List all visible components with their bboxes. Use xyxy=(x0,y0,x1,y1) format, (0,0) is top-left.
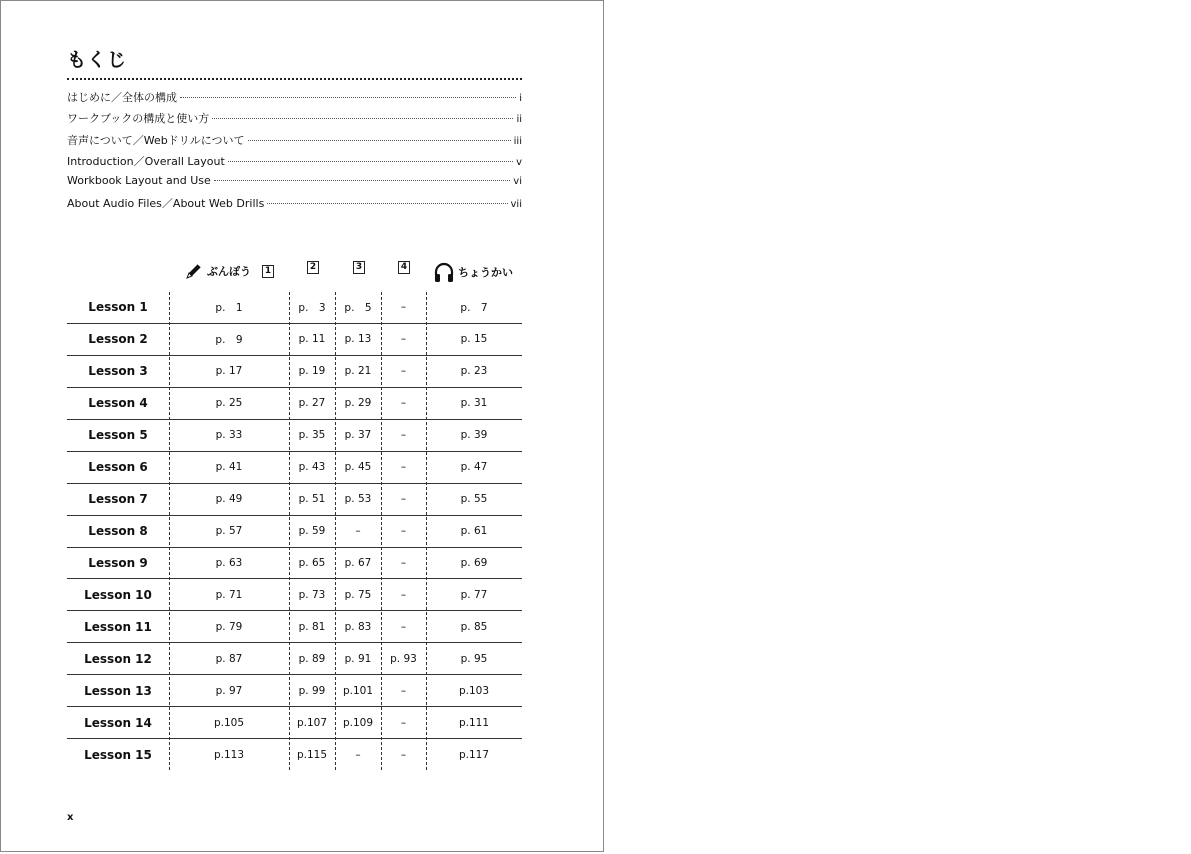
toc-item-label: Workbook Layout and Use xyxy=(67,174,211,188)
toc-item-page: vi xyxy=(513,176,522,188)
grammar-4-cell: – xyxy=(400,301,407,314)
grammar-3-cell: p. 29 xyxy=(344,397,372,410)
lesson-cell: Lesson 7 xyxy=(88,492,148,507)
grammar-2-cell: p.115 xyxy=(296,748,328,761)
grammar-3-cell: p.109 xyxy=(342,716,374,729)
toc-item-label: Introduction／Overall Layout xyxy=(67,154,225,168)
listening-cell: p.111 xyxy=(458,716,490,729)
toc-item[interactable] xyxy=(67,110,522,131)
grammar-4-cell: – xyxy=(400,684,407,697)
column-3-header xyxy=(353,261,365,274)
listening-cell: p. 95 xyxy=(460,652,488,665)
grammar-1-cell: p. 49 xyxy=(215,493,243,506)
table-row xyxy=(67,675,522,707)
column-divider xyxy=(426,292,427,770)
grammar-2-cell: p. 73 xyxy=(298,588,326,601)
listening-cell: p. 23 xyxy=(460,365,488,378)
toc-leader xyxy=(267,203,507,204)
grammar-2-cell: p. 99 xyxy=(298,684,326,697)
column-3-label: 3 xyxy=(353,261,365,274)
grammar-3-cell: – xyxy=(355,748,361,761)
listening-cell: p. 31 xyxy=(460,397,488,410)
toc-item-page: v xyxy=(516,156,522,168)
grammar-3-cell: p. 21 xyxy=(344,365,372,378)
grammar-4-cell: p. 93 xyxy=(390,652,417,665)
grammar-4-cell: – xyxy=(400,716,407,729)
grammar-2-cell: p. 51 xyxy=(298,493,326,506)
grammar-1-cell: p.105 xyxy=(213,716,245,729)
grammar-3-cell: p. 75 xyxy=(344,588,372,601)
page-title: もくじ xyxy=(67,49,128,71)
lesson-table xyxy=(67,292,522,770)
grammar-3-cell: p. 5 xyxy=(344,301,372,314)
grammar-3-cell: p. 83 xyxy=(344,620,372,633)
grammar-2-cell: p.107 xyxy=(296,716,328,729)
column-divider xyxy=(335,292,336,770)
grammar-4-cell: – xyxy=(400,429,407,442)
toc-item[interactable] xyxy=(67,89,522,110)
toc-list xyxy=(67,89,522,217)
listening-label: ちょうかい xyxy=(458,266,513,279)
lesson-cell: Lesson 12 xyxy=(84,651,152,666)
toc-leader xyxy=(214,180,511,181)
toc-item-label: About Audio Files／About Web Drills xyxy=(67,197,265,211)
toc-item[interactable] xyxy=(67,174,522,195)
table-row xyxy=(67,484,522,516)
title-divider xyxy=(67,78,522,80)
grammar-2-cell: p. 89 xyxy=(298,652,326,665)
toc-item-label: ワークブックの構成と使い方 xyxy=(67,112,210,126)
table-row xyxy=(67,516,522,548)
grammar-1-cell: p. 63 xyxy=(215,556,243,569)
grammar-1-cell: p. 41 xyxy=(215,461,243,474)
lesson-cell: Lesson 11 xyxy=(84,619,152,634)
grammar-3-cell: p. 67 xyxy=(344,556,372,569)
grammar-2-cell: p. 11 xyxy=(298,333,326,346)
grammar-1-cell: p. 33 xyxy=(215,429,243,442)
grammar-4-cell: – xyxy=(400,365,407,378)
grammar-3-cell: p. 53 xyxy=(344,493,372,506)
toc-item-page: i xyxy=(519,93,522,104)
grammar-4-cell: – xyxy=(400,397,407,410)
table-row xyxy=(67,292,522,324)
pencil-icon xyxy=(184,261,204,281)
lesson-cell: Lesson 1 xyxy=(88,300,148,315)
table-row xyxy=(67,643,522,675)
grammar-label: ぶんぽう xyxy=(207,265,251,278)
grammar-3-cell: p.101 xyxy=(342,684,374,697)
grammar-1-cell: p. 87 xyxy=(215,652,243,665)
listening-cell: p.103 xyxy=(458,684,490,697)
listening-cell: p. 77 xyxy=(460,588,488,601)
grammar-1-cell: p. 97 xyxy=(215,684,243,697)
column-2-label: 2 xyxy=(307,261,319,274)
lesson-cell: Lesson 6 xyxy=(88,460,148,475)
lesson-cell: Lesson 13 xyxy=(84,683,152,698)
grammar-2-cell: p. 43 xyxy=(298,461,326,474)
listening-cell: p. 7 xyxy=(460,301,488,314)
table-row xyxy=(67,356,522,388)
lesson-cell: Lesson 5 xyxy=(88,428,148,443)
grammar-3-cell: p. 91 xyxy=(344,652,372,665)
toc-item-label: 音声について／Webドリルについて xyxy=(67,133,245,147)
toc-leader xyxy=(212,118,513,119)
table-row xyxy=(67,548,522,580)
toc-item-page: iii xyxy=(513,135,522,147)
listening-cell: p. 47 xyxy=(460,461,488,474)
grammar-2-cell: p. 27 xyxy=(298,397,326,410)
grammar-4-cell: – xyxy=(400,748,407,761)
table-row xyxy=(67,707,522,739)
toc-item-label: はじめに／全体の構成 xyxy=(67,91,177,104)
table-row xyxy=(67,388,522,420)
toc-item[interactable] xyxy=(67,132,522,153)
toc-item[interactable] xyxy=(67,153,522,174)
grammar-4-cell: – xyxy=(400,620,407,633)
lesson-cell: Lesson 14 xyxy=(84,715,152,730)
grammar-1-cell: p. 71 xyxy=(215,588,243,601)
lesson-cell: Lesson 15 xyxy=(84,747,152,762)
headphones-icon xyxy=(433,261,455,283)
grammar-4-cell: – xyxy=(400,525,407,538)
grammar-4-cell: – xyxy=(400,493,407,506)
lesson-cell: Lesson 3 xyxy=(88,364,148,379)
listening-cell: p. 85 xyxy=(460,620,488,633)
grammar-1-cell: p. 25 xyxy=(215,397,243,410)
toc-item-page: ii xyxy=(516,114,522,126)
grammar-2-cell: p. 81 xyxy=(298,620,326,633)
table-row xyxy=(67,420,522,452)
grammar-2-cell: p. 65 xyxy=(298,556,326,569)
toc-leader xyxy=(228,161,513,162)
grammar-3-cell: p. 45 xyxy=(344,461,372,474)
listening-cell: p. 15 xyxy=(460,333,488,346)
table-row xyxy=(67,579,522,611)
grammar-2-cell: p. 3 xyxy=(298,301,326,314)
grammar-2-cell: p. 35 xyxy=(298,429,326,442)
grammar-header xyxy=(184,261,274,281)
toc-item[interactable] xyxy=(67,195,522,216)
grammar-1-cell: p. 1 xyxy=(215,301,243,314)
table-row xyxy=(67,324,522,356)
lesson-cell: Lesson 10 xyxy=(84,587,152,602)
grammar-1-cell: p. 9 xyxy=(215,333,243,346)
table-row xyxy=(67,452,522,484)
grammar-3-cell: – xyxy=(355,525,361,538)
listening-header xyxy=(433,261,513,283)
grammar-3-cell: p. 13 xyxy=(344,333,372,346)
column-divider xyxy=(289,292,290,770)
listening-cell: p. 69 xyxy=(460,556,488,569)
column-4-header xyxy=(398,261,410,274)
toc-leader xyxy=(248,140,511,141)
grammar-3-cell: p. 37 xyxy=(344,429,372,442)
grammar-2-cell: p. 19 xyxy=(298,365,326,378)
toc-leader xyxy=(180,97,516,98)
grammar-4-cell: – xyxy=(400,333,407,346)
lesson-cell: Lesson 2 xyxy=(88,332,148,347)
grammar-1-cell: p. 57 xyxy=(215,525,243,538)
column-2-header xyxy=(307,261,319,274)
grammar-1-cell: p. 17 xyxy=(215,365,243,378)
grammar-4-cell: – xyxy=(400,556,407,569)
column-4-label: 4 xyxy=(398,261,410,274)
table-row xyxy=(67,611,522,643)
grammar-1-cell: p. 79 xyxy=(215,620,243,633)
lesson-cell: Lesson 9 xyxy=(88,555,148,570)
lesson-cell: Lesson 4 xyxy=(88,396,148,411)
page-number: x xyxy=(67,812,74,823)
column-divider xyxy=(381,292,382,770)
listening-cell: p. 55 xyxy=(460,493,488,506)
listening-cell: p. 61 xyxy=(460,525,488,538)
grammar-4-cell: – xyxy=(400,588,407,601)
table-row xyxy=(67,739,522,770)
column-1-label: 1 xyxy=(262,265,274,278)
column-divider xyxy=(169,292,170,770)
grammar-2-cell: p. 59 xyxy=(298,525,326,538)
listening-cell: p.117 xyxy=(458,748,490,761)
listening-cell: p. 39 xyxy=(460,429,488,442)
grammar-1-cell: p.113 xyxy=(213,748,245,761)
lesson-cell: Lesson 8 xyxy=(88,524,148,539)
grammar-4-cell: – xyxy=(400,461,407,474)
toc-item-page: vii xyxy=(510,199,522,211)
